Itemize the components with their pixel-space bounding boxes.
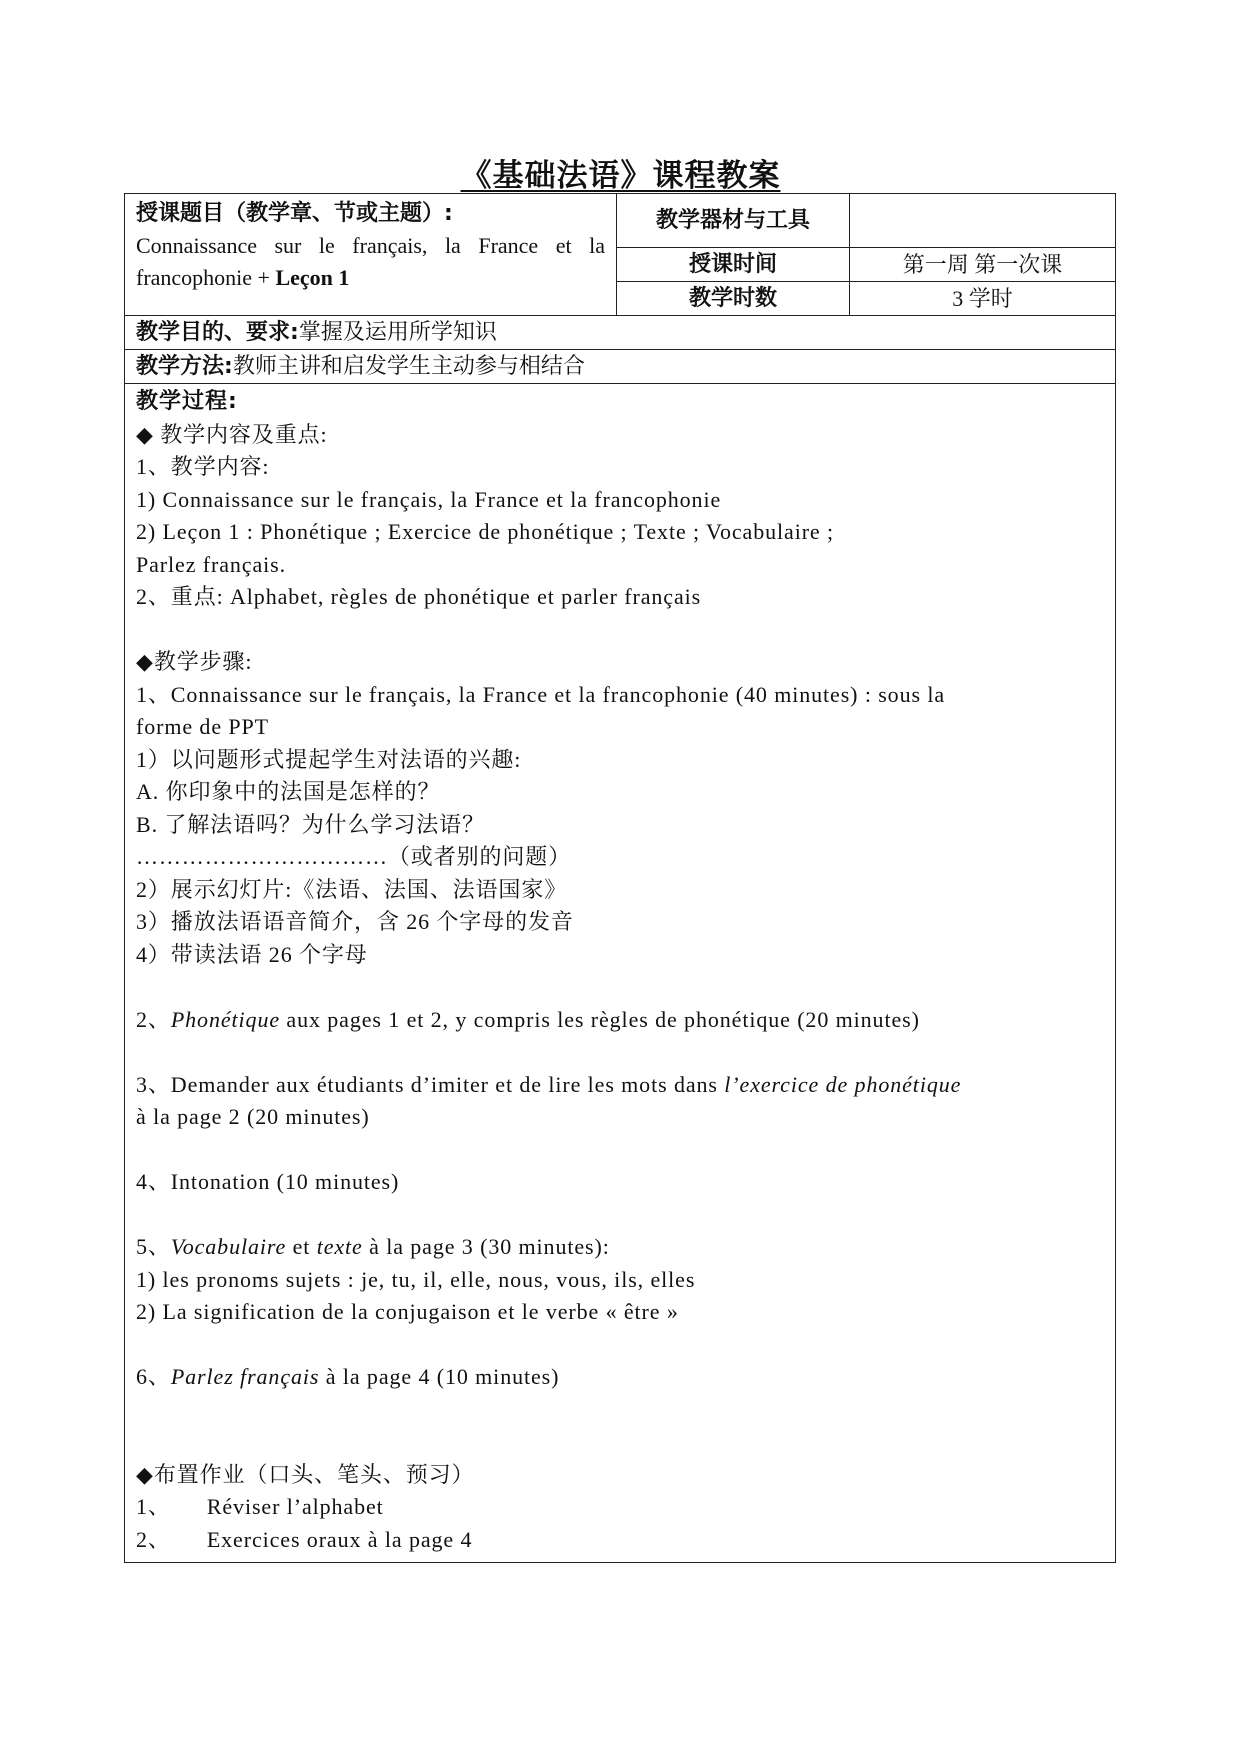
topic-label: 授课题目（教学章、节或主题）: — [136, 201, 453, 226]
hours-label: 教学时数 — [617, 282, 850, 316]
content-1-label: 1、教学内容: — [136, 454, 270, 479]
objectives-value: 掌握及运用所学知识 — [298, 319, 497, 344]
step5-1: 1) les pronoms sujets : je, tu, il, elle, nous, vous, ils, elles — [136, 1266, 696, 1292]
step1-2: 2）展示幻灯片:《法语、法国、法语国家》 — [136, 876, 568, 902]
topic-cell — [125, 194, 617, 316]
homework-item-2: 2、 Exercices oraux à la page 4 — [136, 1526, 473, 1552]
step5-2: 2) La signification de la conjugaison et le verbe « être » — [136, 1299, 679, 1324]
step1-1b: B. 了解法语吗？为什么学习法语？ — [136, 811, 485, 837]
step1-1c: ……………………………（或者别的问题） — [136, 844, 572, 869]
objectives-row — [125, 316, 1116, 350]
step5: 5、Vocabulaire et texte à la page 3 (30 minutes): — [136, 1234, 610, 1259]
equipment-value — [850, 194, 1116, 248]
step1-1: 1）以问题形式提起学生对法语的兴趣: — [136, 746, 522, 772]
step6: 6、Parlez français à la page 4 (10 minutes) — [136, 1364, 560, 1389]
methods-row — [125, 350, 1116, 384]
hours-value: 3 学时 — [850, 282, 1116, 316]
step1-4: 4）带读法语 26 个字母 — [136, 941, 368, 967]
content-1-a: 1) Connaissance sur le français, la France et la francophonie — [136, 486, 722, 512]
topic-text: Connaissance sur le français, la France et la francophonie + Leçon 1 — [136, 233, 605, 290]
content-1-b: 2) Leçon 1 : Phonétique ; Exercice de phonétique ; Texte ; Vocabulaire ; — [136, 519, 835, 544]
process-title: 教学过程: — [136, 389, 238, 414]
step2: 2、Phonétique aux pages 1 et 2, y compris les règles de phonétique (20 minutes) — [136, 1006, 920, 1032]
process-cell — [125, 384, 1116, 1563]
step1-3: 3）播放法语语音简介，含 26 个字母的发音 — [136, 909, 574, 934]
content-2: 2、重点: Alphabet, règles de phonétique et parler français — [136, 584, 702, 609]
topic-lesson: Leçon 1 — [275, 265, 350, 290]
homework-item-1: 1、 Réviser l’alphabet — [136, 1494, 384, 1519]
page-title: 《基础法语》课程教案 — [460, 158, 781, 194]
equipment-label: 教学器材与工具 — [617, 194, 850, 248]
step3-b: à la page 2 (20 minutes) — [136, 1104, 370, 1129]
step4: 4、Intonation (10 minutes) — [136, 1169, 400, 1194]
time-value: 第一周 第一次课 — [850, 248, 1116, 282]
step1-1a: A. 你印象中的法国是怎样的？ — [136, 779, 441, 804]
methods-label: 教学方法: — [136, 354, 233, 379]
objectives-label: 教学目的、要求: — [136, 320, 299, 345]
time-label: 授课时间 — [617, 248, 850, 282]
step1-b: forme de PPT — [136, 714, 270, 739]
methods-value: 教师主讲和启发学生主动参与相结合 — [232, 353, 585, 378]
step1-a: 1、Connaissance sur le français, la France et la francophonie (40 minutes) : sous la — [136, 681, 946, 707]
lesson-plan-table — [124, 193, 1116, 1563]
homework-heading: ◆布置作业（口头、笔头、预习） — [136, 1461, 475, 1487]
steps-heading: ◆教学步骤: — [136, 649, 253, 674]
content-1-c: Parlez français. — [136, 551, 286, 577]
step3-a: 3、Demander aux étudiants d’imiter et de lire les mots dans l’exercice de phonétique — [136, 1071, 962, 1097]
content-heading: ◆ 教学内容及重点: — [136, 421, 328, 447]
